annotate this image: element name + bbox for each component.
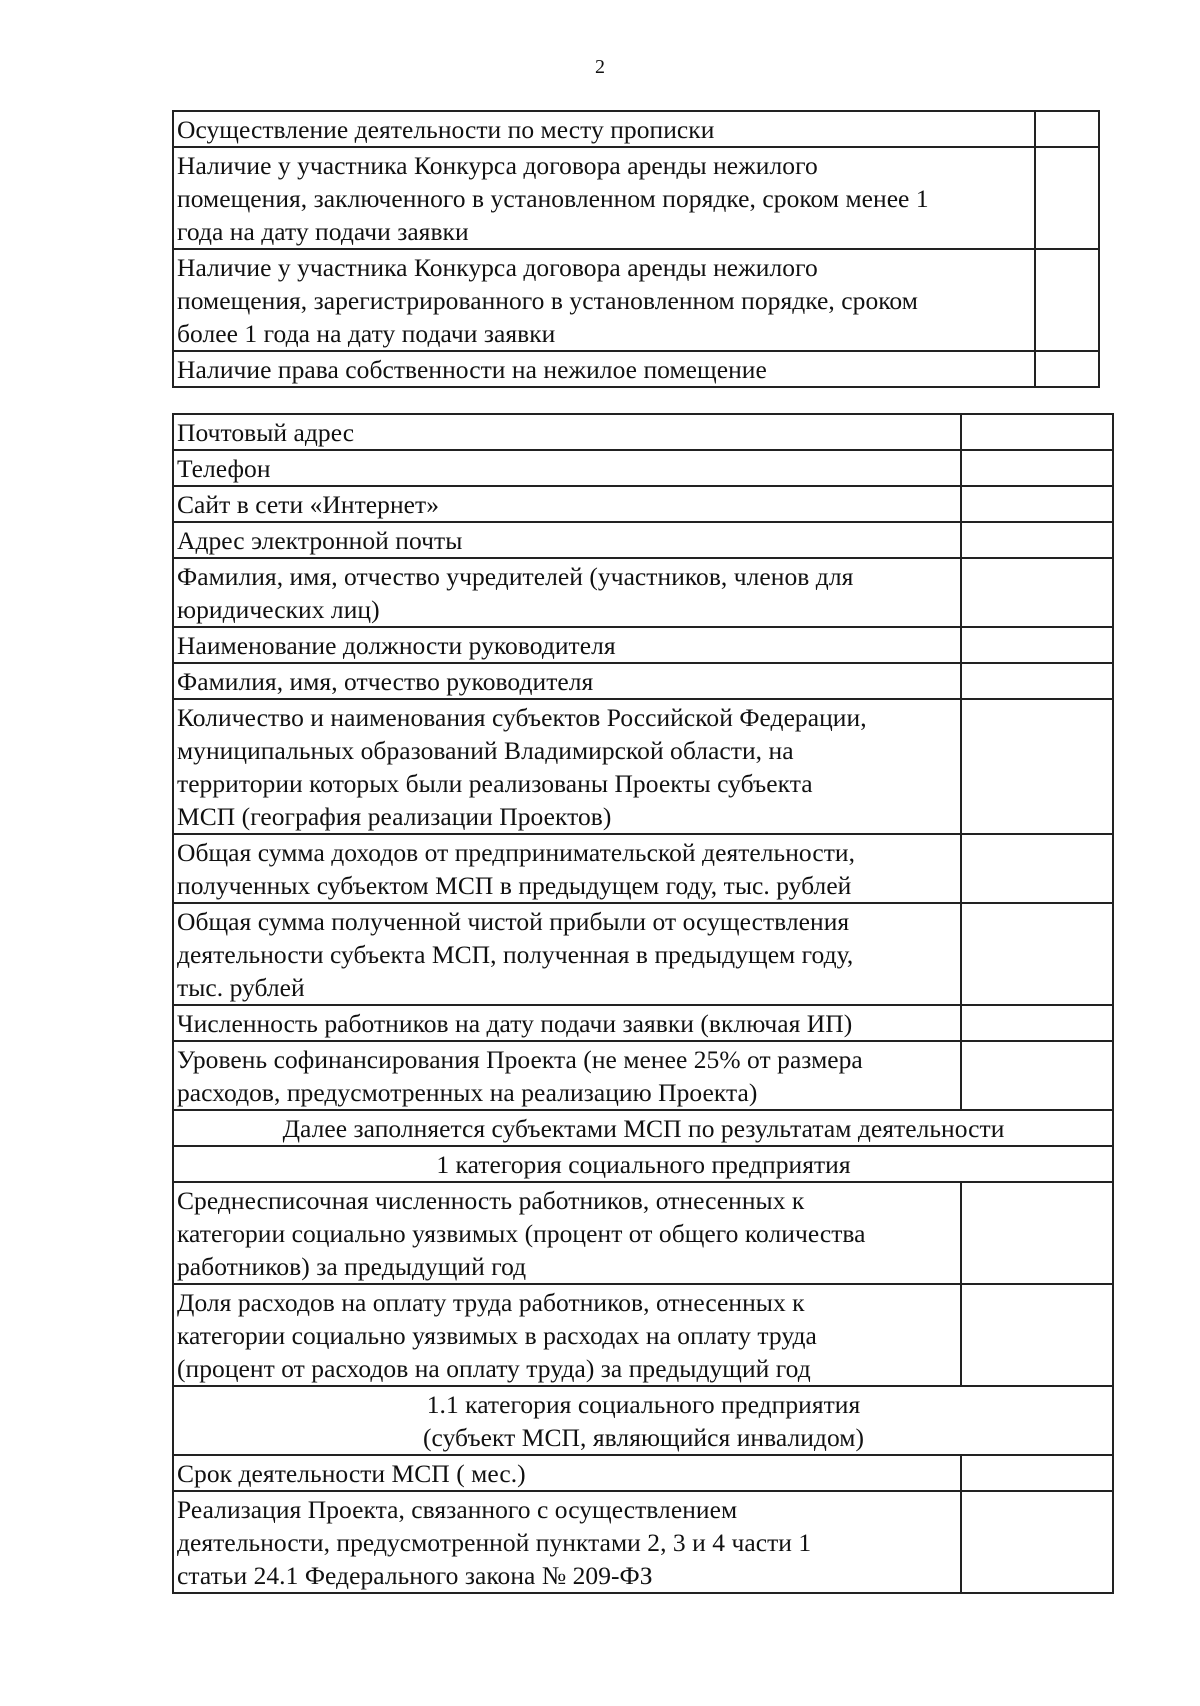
row-label-line: Адрес электронной почты xyxy=(177,526,463,555)
section-header: Далее заполняется субъектами МСП по результатам деятельности xyxy=(173,1110,1113,1146)
row-label xyxy=(173,699,961,834)
eligibility-table xyxy=(172,110,1100,388)
row-label-line: более 1 года на дату подачи заявки xyxy=(177,319,556,348)
table-row xyxy=(173,1455,1113,1491)
row-label-line: полученных субъектом МСП в предыдущем году, тыс. рублей xyxy=(177,871,852,900)
table-row xyxy=(173,1182,1113,1284)
value-cell[interactable] xyxy=(1035,351,1099,387)
table-row xyxy=(173,1041,1113,1110)
category11-header xyxy=(173,1386,1113,1455)
category11-header-line: (субъект МСП, являющийся инвалидом) xyxy=(423,1423,864,1452)
row-label xyxy=(173,1491,961,1593)
value-cell[interactable] xyxy=(961,1491,1113,1593)
row-label-line: тыс. рублей xyxy=(177,973,305,1002)
value-cell[interactable] xyxy=(961,450,1113,486)
value-cell[interactable] xyxy=(961,1005,1113,1041)
row-label-line: Уровень софинансирования Проекта (не менее 25% от размера xyxy=(177,1045,863,1074)
row-label-line: территории которых были реализованы Проекты субъекта xyxy=(177,769,813,798)
table-row xyxy=(173,834,1113,903)
row-label-line: Общая сумма доходов от предпринимательской деятельности, xyxy=(177,838,856,867)
row-label xyxy=(173,414,961,450)
row-label-line: года на дату подачи заявки xyxy=(177,217,469,246)
row-label xyxy=(173,903,961,1005)
value-cell[interactable] xyxy=(961,699,1113,834)
row-label-line: Наличие права собственности на нежилое помещение xyxy=(177,355,767,384)
applicant-info-table-body xyxy=(173,414,1113,1110)
row-label-line: (процент от расходов на оплату труда) за предыдущий год xyxy=(177,1354,811,1383)
row-label-line: Почтовый адрес xyxy=(177,418,355,447)
row-label xyxy=(173,663,961,699)
value-cell[interactable] xyxy=(961,1455,1113,1491)
row-label xyxy=(173,486,961,522)
row-label xyxy=(173,351,1035,387)
row-label xyxy=(173,558,961,627)
value-cell[interactable] xyxy=(961,414,1113,450)
table-row xyxy=(173,111,1099,147)
table-row xyxy=(173,450,1113,486)
value-cell[interactable] xyxy=(961,522,1113,558)
category1-header-row xyxy=(173,1146,1113,1182)
row-label-line: Срок деятельности МСП ( мес.) xyxy=(177,1459,526,1488)
table-row xyxy=(173,249,1099,351)
value-cell[interactable] xyxy=(961,834,1113,903)
category11-header-row xyxy=(173,1386,1113,1455)
row-label xyxy=(173,834,961,903)
page-number: 2 xyxy=(595,56,605,78)
category1-table-body xyxy=(173,1182,1113,1386)
row-label-line: Реализация Проекта, связанного с осуществлением xyxy=(177,1495,738,1524)
row-label xyxy=(173,1005,961,1041)
row-label-line: Количество и наименования субъектов Российской Федерации, xyxy=(177,703,867,732)
table-row xyxy=(173,627,1113,663)
row-label xyxy=(173,1182,961,1284)
row-label-line: работников) за предыдущий год xyxy=(177,1252,527,1281)
row-label xyxy=(173,450,961,486)
row-label-line: статьи 24.1 Федерального закона № 209-ФЗ xyxy=(177,1561,653,1590)
table-row xyxy=(173,1491,1113,1593)
row-label-line: деятельности, предусмотренной пунктами 2, 3 и 4 части 1 xyxy=(177,1528,812,1557)
value-cell[interactable] xyxy=(961,486,1113,522)
table-row xyxy=(173,699,1113,834)
value-cell[interactable] xyxy=(961,627,1113,663)
section-header-row xyxy=(173,1110,1113,1146)
row-label xyxy=(173,1455,961,1491)
row-label xyxy=(173,1041,961,1110)
eligibility-table-body xyxy=(173,111,1099,387)
row-label xyxy=(173,147,1035,249)
value-cell[interactable] xyxy=(961,1041,1113,1110)
row-label-line: Наличие у участника Конкурса договора аренды нежилого xyxy=(177,253,818,282)
row-label-line: Общая сумма полученной чистой прибыли от осуществления xyxy=(177,907,850,936)
value-cell[interactable] xyxy=(1035,111,1099,147)
table-row xyxy=(173,414,1113,450)
table-row xyxy=(173,1005,1113,1041)
row-label-line: муниципальных образований Владимирской области, на xyxy=(177,736,794,765)
value-cell[interactable] xyxy=(1035,147,1099,249)
table-row xyxy=(173,1284,1113,1386)
category1-header: 1 категория социального предприятия xyxy=(173,1146,1113,1182)
row-label-line: МСП (география реализации Проектов) xyxy=(177,802,612,831)
row-label-line: Наименование должности руководителя xyxy=(177,631,616,660)
table-row xyxy=(173,351,1099,387)
category11-table-body xyxy=(173,1455,1113,1593)
row-label-line: Осуществление деятельности по месту прописки xyxy=(177,115,715,144)
table-row xyxy=(173,903,1113,1005)
category11-header-line: 1.1 категория социального предприятия xyxy=(426,1390,861,1419)
row-label-line: Наличие у участника Конкурса договора аренды нежилого xyxy=(177,151,818,180)
table-row xyxy=(173,558,1113,627)
row-label-line: категории социально уязвимых в расходах на оплату труда xyxy=(177,1321,817,1350)
value-cell[interactable] xyxy=(1035,249,1099,351)
row-label xyxy=(173,249,1035,351)
row-label-line: Телефон xyxy=(177,454,271,483)
row-label-line: категории социально уязвимых (процент от общего количества xyxy=(177,1219,866,1248)
value-cell[interactable] xyxy=(961,558,1113,627)
row-label-line: Доля расходов на оплату труда работников, отнесенных к xyxy=(177,1288,805,1317)
row-label-line: помещения, зарегистрированного в установленном порядке, сроком xyxy=(177,286,918,315)
row-label-line: деятельности субъекта МСП, полученная в предыдущем году, xyxy=(177,940,854,969)
applicant-info-table xyxy=(172,413,1114,1594)
row-label-line: Сайт в сети «Интернет» xyxy=(177,490,440,519)
value-cell[interactable] xyxy=(961,903,1113,1005)
value-cell[interactable] xyxy=(961,1182,1113,1284)
value-cell[interactable] xyxy=(961,663,1113,699)
row-label-line: Фамилия, имя, отчество учредителей (участников, членов для xyxy=(177,562,854,591)
table-row xyxy=(173,147,1099,249)
table-row xyxy=(173,486,1113,522)
row-label-line: Фамилия, имя, отчество руководителя xyxy=(177,667,594,696)
table-row xyxy=(173,663,1113,699)
row-label xyxy=(173,522,961,558)
row-label-line: Численность работников на дату подачи заявки (включая ИП) xyxy=(177,1009,853,1038)
row-label-line: помещения, заключенного в установленном порядке, сроком менее 1 xyxy=(177,184,929,213)
row-label xyxy=(173,1284,961,1386)
row-label-line: расходов, предусмотренных на реализацию Проекта) xyxy=(177,1078,758,1107)
value-cell[interactable] xyxy=(961,1284,1113,1386)
row-label-line: юридических лиц) xyxy=(177,595,380,624)
table-row xyxy=(173,522,1113,558)
row-label-line: Среднесписочная численность работников, отнесенных к xyxy=(177,1186,805,1215)
row-label xyxy=(173,627,961,663)
row-label xyxy=(173,111,1035,147)
